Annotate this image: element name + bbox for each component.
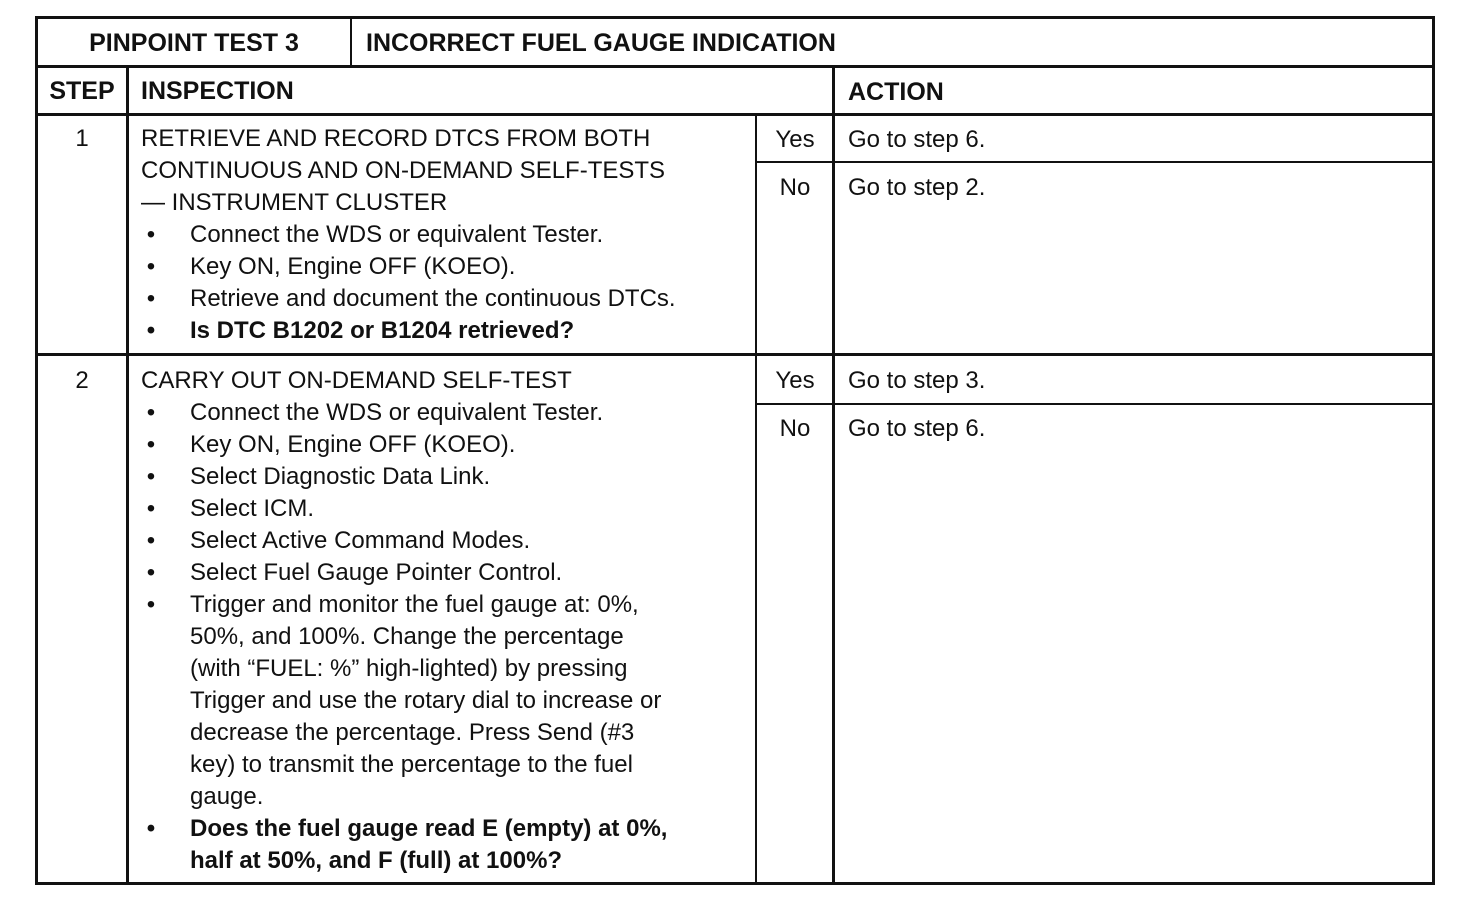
bullet-item [141, 461, 753, 493]
bullet-item [141, 525, 753, 557]
no-label [757, 172, 833, 204]
yes-action-text: Go to step 6. [848, 126, 986, 153]
bullet-icon: • [146, 285, 156, 312]
table-border-right [1432, 16, 1435, 885]
yesno-column-divider [755, 114, 757, 884]
no-label-text: No [779, 415, 811, 442]
bullet-item [141, 251, 753, 283]
bullet-text-line: (with “FUEL: %” high-lighted) by pressing [190, 655, 628, 682]
bullet-item [141, 493, 753, 525]
yes-label [757, 124, 833, 156]
bullet-icon: • [146, 431, 156, 458]
bullet-item [141, 219, 753, 251]
bullet-text-line: gauge. [190, 783, 264, 810]
bullet-text: Retrieve and document the continuous DTCs. [190, 285, 676, 312]
title-cell-divider [350, 16, 352, 66]
step-heading-line: — INSTRUMENT CLUSTER [141, 189, 448, 216]
no-action-text: Go to step 6. [848, 415, 986, 442]
table-border-bottom [35, 882, 1435, 885]
bullet-icon: • [146, 463, 156, 490]
inspection-bullet-list [141, 219, 753, 347]
yes-label [757, 365, 833, 397]
bullet-text: Select ICM. [190, 495, 315, 522]
yes-label-text: Yes [775, 126, 815, 153]
column-header-inspection [141, 77, 741, 105]
no-action [848, 413, 1418, 445]
bullet-text-line: Trigger and monitor the fuel gauge at: 0%, [190, 591, 639, 618]
test-title [366, 29, 1426, 57]
bullet-text-line: decrease the percentage. Press Send (#3 [190, 719, 635, 746]
step-column-divider [126, 66, 129, 884]
yes-action-text: Go to step 3. [848, 367, 986, 394]
step-heading-line: RETRIEVE AND RECORD DTCS FROM BOTH [141, 125, 651, 152]
bullet-item-long [141, 589, 753, 813]
title-divider [35, 65, 1435, 68]
bullet-icon: • [146, 495, 156, 522]
bullet-text: Key ON, Engine OFF (KOEO). [190, 253, 516, 280]
column-header-step-text: STEP [49, 77, 115, 105]
bullet-text-line: key) to transmit the percentage to the fuel [190, 751, 633, 778]
step-number-text: 1 [75, 125, 89, 152]
bullet-item [141, 283, 753, 315]
step-inspection [141, 123, 753, 347]
step1-yes-divider [756, 161, 1435, 163]
question-text-line: half at 50%, and F (full) at 100%? [190, 847, 563, 874]
bullet-icon: • [146, 559, 156, 586]
no-action-text: Go to step 2. [848, 174, 986, 201]
bullet-item [141, 397, 753, 429]
no-label [757, 413, 833, 445]
step-heading-line: CARRY OUT ON-DEMAND SELF-TEST [141, 367, 572, 394]
bullet-question [141, 315, 753, 347]
column-header-step [38, 77, 126, 105]
test-label-text: PINPOINT TEST 3 [89, 29, 299, 57]
bullet-icon: • [146, 591, 156, 618]
no-action [848, 172, 1418, 204]
bullet-text: Connect the WDS or equivalent Tester. [190, 399, 604, 426]
bullet-icon: • [146, 815, 156, 842]
question-text: Is DTC B1202 or B1204 retrieved? [190, 317, 575, 344]
column-header-inspection-text: INSPECTION [141, 77, 294, 105]
column-header-action [848, 78, 1408, 106]
step-divider [35, 353, 1435, 356]
bullet-icon: • [146, 527, 156, 554]
bullet-icon: • [146, 253, 156, 280]
step-heading-line: CONTINUOUS AND ON-DEMAND SELF-TESTS [141, 157, 666, 184]
bullet-text: Connect the WDS or equivalent Tester. [190, 221, 604, 248]
test-label [38, 29, 350, 57]
inspection-bullet-list [141, 397, 753, 877]
bullet-question [141, 813, 753, 877]
step-inspection [141, 365, 753, 877]
step-number [38, 123, 126, 155]
bullet-icon: • [146, 317, 156, 344]
bullet-text-line: 50%, and 100%. Change the percentage [190, 623, 624, 650]
table-border-top [35, 16, 1435, 19]
yes-action [848, 365, 1418, 397]
bullet-item [141, 557, 753, 589]
yes-action [848, 124, 1418, 156]
no-label-text: No [779, 174, 811, 201]
bullet-text: Key ON, Engine OFF (KOEO). [190, 431, 516, 458]
step2-yes-divider [756, 403, 1435, 405]
step-number [38, 365, 126, 397]
yes-label-text: Yes [775, 367, 815, 394]
question-text-line: Does the fuel gauge read E (empty) at 0%, [190, 815, 668, 842]
test-title-text: INCORRECT FUEL GAUGE INDICATION [366, 29, 836, 57]
bullet-text: Select Active Command Modes. [190, 527, 531, 554]
bullet-icon: • [146, 221, 156, 248]
bullet-text: Select Fuel Gauge Pointer Control. [190, 559, 563, 586]
header-divider [35, 113, 1435, 116]
bullet-text-line: Trigger and use the rotary dial to increase or [190, 687, 662, 714]
step-number-text: 2 [75, 367, 89, 394]
column-header-action-text: ACTION [848, 78, 944, 106]
bullet-item [141, 429, 753, 461]
bullet-icon: • [146, 399, 156, 426]
bullet-text: Select Diagnostic Data Link. [190, 463, 491, 490]
